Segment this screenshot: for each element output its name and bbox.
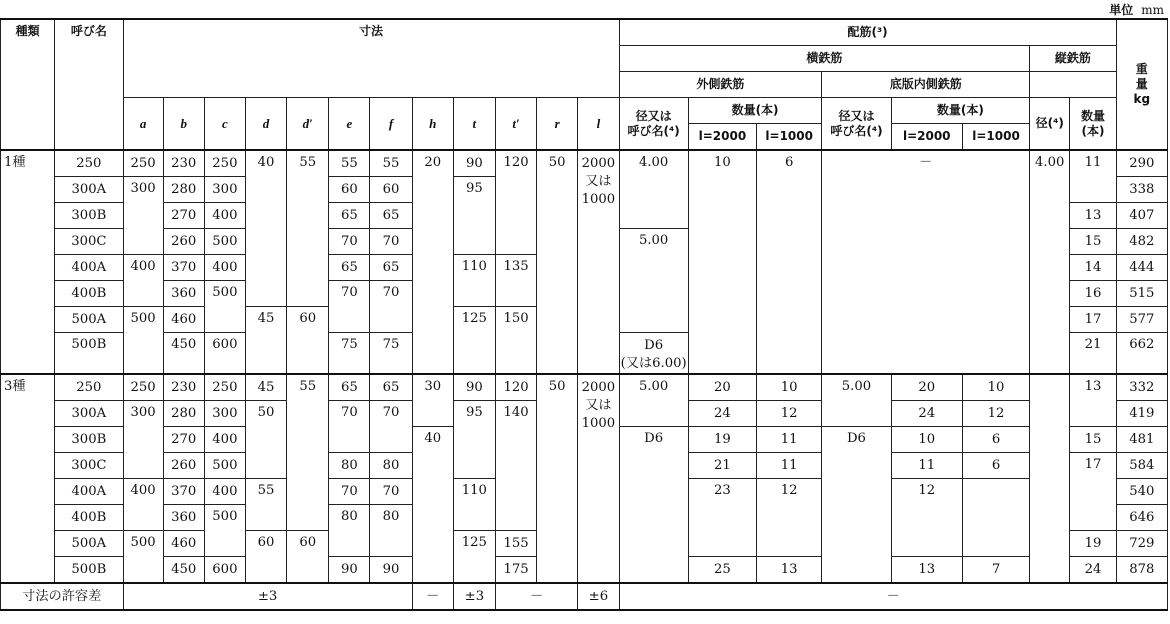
header-outer-l1000: l=1000 [757, 124, 822, 151]
col-f: f [370, 98, 412, 151]
col-b: b [163, 98, 204, 151]
header-outer-qty: 数量(本) [688, 98, 822, 124]
table-row: 500B 450 600 90 90 175 25 13 13 7 24 878 [1, 557, 1168, 584]
header-name: 呼び名 [55, 19, 123, 150]
table-row: 300A 300 280 300 60 60 95 338 [1, 177, 1168, 203]
header-horizontal: 横鉄筋 [619, 46, 1030, 72]
table-row: 400A 400 370 400 65 65 110 135 14 444 [1, 255, 1168, 281]
table-row: 400A 400 370 400 55 70 70 110 23 12 12 540 [1, 479, 1168, 505]
table-row: 1種 250 250 230 250 40 55 55 55 20 90 120 50 2000 又は 1000 4.00 10 6 － 4.00 11 290 [1, 150, 1168, 177]
header-outer-dia: 径又は 呼び名(⁴) [619, 98, 688, 151]
col-a: a [123, 98, 163, 151]
col-l: l [578, 98, 619, 151]
kind-cell: 1種 [1, 150, 55, 374]
header-rebar: 配筋(³) [619, 19, 1116, 46]
tolerance-label: 寸法の許容差 [1, 583, 124, 610]
col-h: h [412, 98, 453, 151]
header-inner-l1000: l=1000 [962, 124, 1029, 151]
table-row: 300C 260 500 70 70 5.00 15 482 [1, 229, 1168, 255]
header-vertical: 縦鉄筋 [1030, 46, 1116, 72]
header-inner-l2000: l=2000 [891, 124, 962, 151]
table-row: 400B 360 500 70 70 16 515 [1, 281, 1168, 307]
dimension-table: 種類 呼び名 寸法 配筋(³) 重 量 kg 横鉄筋 縦鉄筋 外側鉄筋 底版内側鉄筋 a b c d d′ e f h t t′ r l 径又は 呼び名(⁴) 数量(本) 径又は 呼び名(⁴) 数量(本) 径(⁴) 数量 (本) l=2000 l=1000 l=2000 l=1000 1種 250 250 230 250 40 55 55 55 20 90 120 50 2000 又は 1000 4.00 10 6 － 4.00 11 290 300A 300 280 300 60 60 95 338 300B 270 400 65 65 13 407 300C 260 500 70 70 5.00 15 482 400A 400 370 400 65 65 110 135 14 444 400B 360 500 70 70 16 515 500A 500 460 45 60 125 150 17 577 500B 450 600 75 75 D6 (又は6.00) 21 662 3種 250 250 230 250 45 55 65 65 30 90 120 50 2000 又は 1000 5.00 20 10 5.00 20 10 13 332 300A 300 280 300 50 70 70 95 140 24 12 24 12 419 300B 270 400 40 D6 19 11 D6 10 6 15 481 300C 260 500 80 80 21 11 11 6 17 584 400A 400 370 400 55 70 70 110 23 12 12 540 400B 360 500 80 80 646 500A 500 460 60 60 125 155 19 729 500B 450 600 90 90 175 25 13 13 7 24 878 寸法の許容差 ±3 － ±3 － ±6 － [0, 18, 1168, 611]
col-d: d [245, 98, 286, 151]
header-v-dia: 径(⁴) [1030, 98, 1070, 151]
table-row: 300A 300 280 300 50 70 70 95 140 24 12 24 12 419 [1, 401, 1168, 427]
header-inner-qty: 数量(本) [891, 98, 1030, 124]
header-v-qty: 数量 (本) [1070, 98, 1116, 151]
unit-label: 単位 mm [1109, 3, 1164, 17]
col-d2: d′ [287, 98, 329, 151]
header-dims: 寸法 [123, 19, 619, 98]
table-row: 400B 360 500 80 80 646 [1, 505, 1168, 531]
header-inner: 底版内側鉄筋 [822, 72, 1030, 98]
header-inner-dia: 径又は 呼び名(⁴) [822, 98, 891, 151]
col-c: c [204, 98, 245, 151]
kind-cell: 3種 [1, 374, 55, 583]
col-t2: t′ [495, 98, 536, 151]
table-row: 300C 260 500 80 80 21 11 11 6 17 584 [1, 453, 1168, 479]
header-kind: 種類 [1, 19, 55, 150]
header-outer-l2000: l=2000 [688, 124, 756, 151]
table-row: 300B 270 400 40 D6 19 11 D6 10 6 15 481 [1, 427, 1168, 453]
table-row: 3種 250 250 230 250 45 55 65 65 30 90 120 50 2000 又は 1000 5.00 20 10 5.00 20 10 13 332 [1, 374, 1168, 401]
header-weight: 重 量 kg [1116, 19, 1167, 150]
table-row: 500A 500 460 60 60 125 155 19 729 [1, 531, 1168, 557]
col-e: e [329, 98, 370, 151]
col-r: r [537, 98, 578, 151]
table-row: 300B 270 400 65 65 13 407 [1, 203, 1168, 229]
col-t: t [453, 98, 495, 151]
tolerance-row: 寸法の許容差 ±3 － ±3 － ±6 － [1, 583, 1168, 610]
header-outer: 外側鉄筋 [619, 72, 822, 98]
table-row: 500A 500 460 45 60 125 150 17 577 [1, 307, 1168, 333]
